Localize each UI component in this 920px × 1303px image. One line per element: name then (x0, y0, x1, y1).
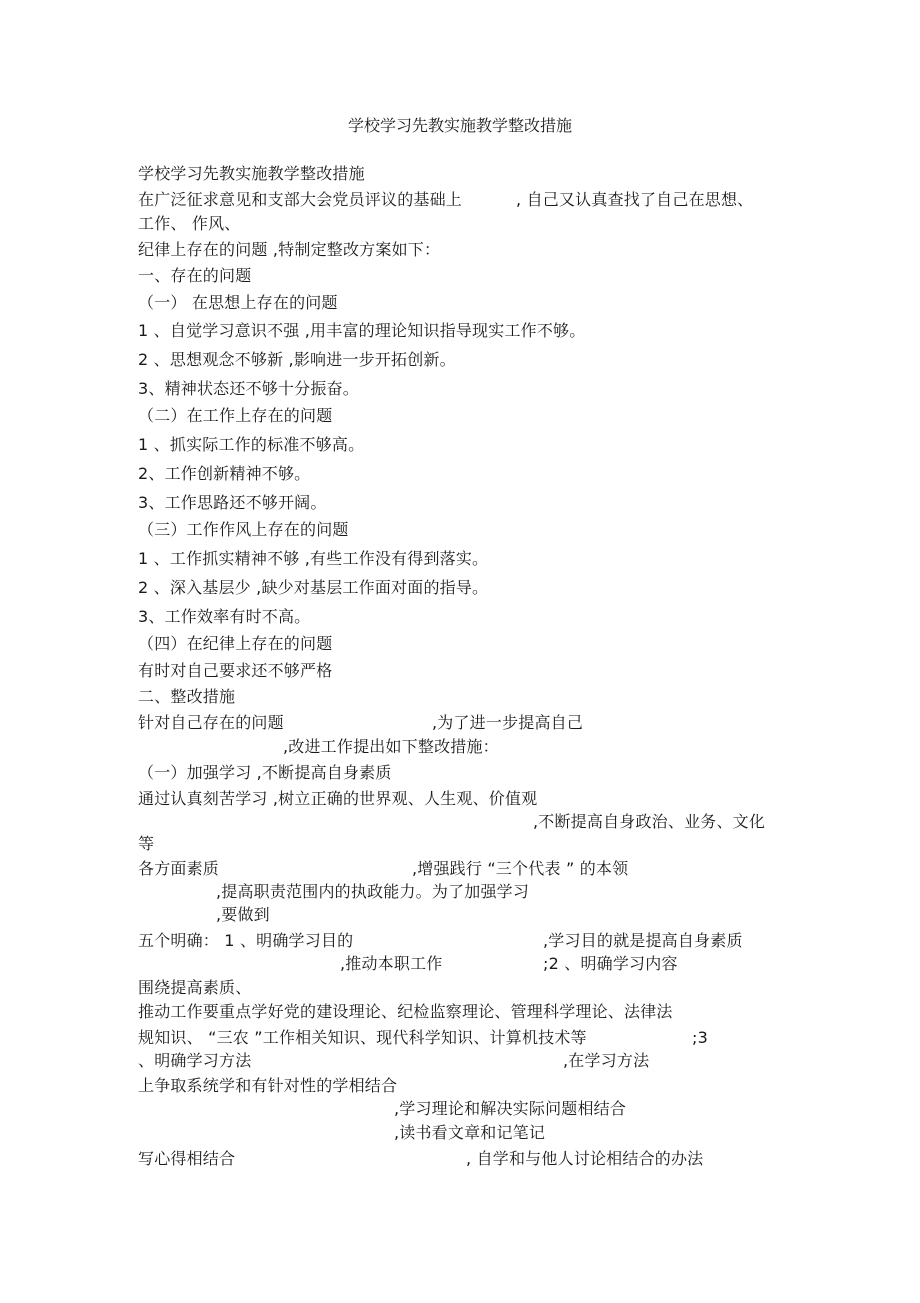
text-line: 有时对自己要求还不够严格 (138, 661, 333, 680)
text-line: 2、工作创新精神不够。 (138, 464, 311, 483)
text-line: 工作、 作风、 (138, 214, 241, 233)
text-line: （二）在工作上存在的问题 (138, 406, 333, 425)
text-line: ;2 、明确学习内容 (543, 954, 678, 973)
text-line: 、明确学习方法 (138, 1051, 252, 1070)
text-line: （三）工作作风上存在的问题 (138, 520, 349, 539)
text-line: ,学习目的就是提高自身素质 (543, 931, 743, 950)
text-line: 纪律上存在的问题 ,特制定整改方案如下： (138, 240, 441, 259)
text-line: 1 、工作抓实精神不够 ,有些工作没有得到落实。 (138, 549, 489, 568)
text-line: 3、精神状态还不够十分振奋。 (138, 379, 359, 398)
text-line: 五个明确： 1 、明确学习目的 (138, 931, 354, 950)
text-line: ;3 (692, 1028, 708, 1047)
text-line: 通过认真刻苦学习 ,树立正确的世界观、人生观、价值观 (138, 789, 538, 808)
text-line: ,增强践行 “三个代表 ” 的本领 (412, 859, 629, 878)
text-line: 推动工作要重点学好党的建设理论、纪检监察理论、管理科学理论、法律法 (138, 1002, 673, 1021)
text-line: （一）加强学习 ,不断提高自身素质 (138, 763, 392, 782)
text-line: 上争取系统学和有针对性的学相结合 (138, 1076, 398, 1095)
text-line: （一） 在思想上存在的问题 (138, 293, 338, 312)
text-line: ,读书看文章和记笔记 (394, 1123, 546, 1142)
text-line: ,学习理论和解决实际问题相结合 (394, 1099, 627, 1118)
text-line: 1 、自觉学习意识不强 ,用丰富的理论知识指导现实工作不够。 (138, 321, 586, 340)
text-line: , 自己又认真查找了自己在思想、 (516, 190, 754, 209)
text-line: 在广泛征求意见和支部大会党员评议的基础上 (138, 190, 463, 209)
text-line: ,为了进一步提高自己 (432, 713, 584, 732)
text-line: ,在学习方法 (563, 1051, 650, 1070)
text-line: , 自学和与他人讨论相结合的办法 (466, 1149, 704, 1168)
text-line: 一、存在的问题 (138, 266, 252, 285)
text-line: 围绕提高素质、 (138, 978, 252, 997)
text-line: ,要做到 (216, 905, 270, 924)
text-line: ,不断提高自身政治、业务、文化 (533, 812, 766, 831)
text-line: ,提高职责范围内的执政能力。为了加强学习 (216, 882, 530, 901)
text-line: 二、整改措施 (138, 687, 236, 706)
text-line: 规知识、 “三农 ”工作相关知识、现代科学知识、计算机技术等 (138, 1028, 587, 1047)
text-line: 写心得相结合 (138, 1149, 236, 1168)
document-title: 学校学习先教实施教学整改措施 (347, 116, 572, 135)
text-line: （四）在纪律上存在的问题 (138, 634, 333, 653)
text-line: 针对自己存在的问题 (138, 713, 284, 732)
text-line: 2 、思想观念不够新 ,影响进一步开拓创新。 (138, 350, 456, 369)
text-line: 3、工作思路还不够开阔。 (138, 493, 327, 512)
text-line: 等 (138, 834, 155, 853)
text-line: 各方面素质 (138, 859, 220, 878)
text-line: 3、工作效率有时不高。 (138, 607, 311, 626)
text-line: ,改进工作提出如下整改措施： (283, 737, 499, 756)
text-line: 2 、深入基层少 ,缺少对基层工作面对面的指导。 (138, 578, 489, 597)
text-line: 1 、抓实际工作的标准不够高。 (138, 435, 365, 454)
text-line: 学校学习先教实施教学整改措施 (138, 164, 365, 183)
text-line: ,推动本职工作 (340, 954, 443, 973)
